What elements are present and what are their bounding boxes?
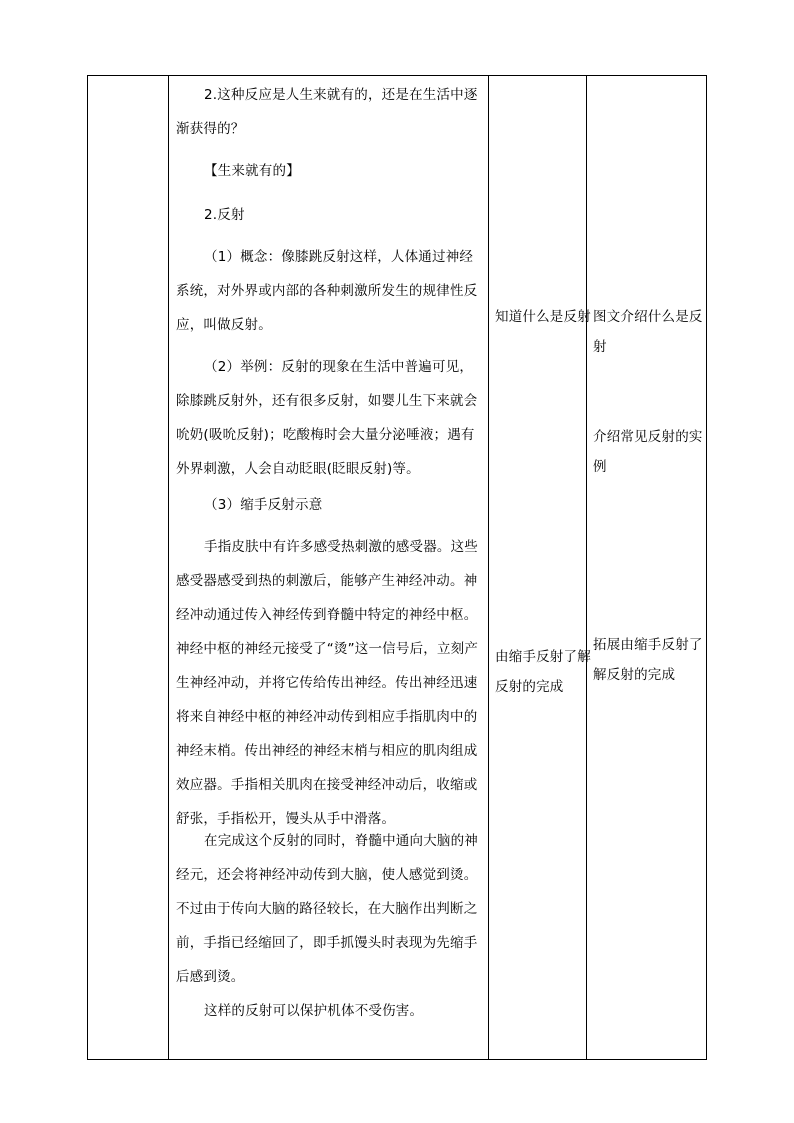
withdraw-paragraph: 手指皮肤中有许多感受热刺激的感受器。这些感受器感受到热的刺激后，能够产生神经冲动。神经冲动通过传入神经传到脊髓中特定的神经中枢。神经中枢的神经元接受了“烫”这一信号后，立刻产生神经冲动，并将它传给传出神经。传出神经迅速将来自神经中枢的神经冲动传到相应手指肌肉中的神经末梢。传出神经的神经末梢与相应的肌肉组成效应器。手指相关肌肉在接受神经冲动后，收缩或舒张，手指松开，馒头从手中滑落。 [176,539,479,827]
design-intent-cell [587,76,707,1059]
design-text: 图文介绍什么是反射 [593,309,703,355]
teaching-content-cell [169,76,489,1059]
design-text: 介绍常见反射的实例 [593,429,703,475]
protect-paragraph: 这样的反射可以保护机体不受伤害。 [204,1003,424,1019]
withdraw-title: （3）缩手反射示意 [204,497,323,513]
goal-text: 知道什么是反射 [495,309,591,325]
answer-text: 【生来就有的】 [204,163,300,179]
design-text: 拓展由缩手反射了解反射的完成 [593,637,703,683]
lesson-table [87,75,707,1060]
examples-paragraph: （2）举例：反射的现象在生活中普遍可见，除膝跳反射外，还有很多反射，如婴儿生下来就会吮奶(吸吮反射)；吃酸梅时会大量分泌唾液；遇有外界刺激，人会自动眨眼(眨眼反射)等。 [176,359,478,477]
section-heading: 2.反射 [204,207,245,223]
question-text: 2.这种反应是人生来就有的，还是在生活中逐渐获得的？ [176,87,478,137]
goal-cell [489,76,591,1059]
goal-text: 由缩手反射了解反射的完成 [495,649,591,695]
concept-paragraph: （1）概念：像膝跳反射这样，人体通过神经系统，对外界或内部的各种刺激所发生的规律性反应，叫做反射。 [176,249,478,333]
brain-paragraph: 在完成这个反射的同时，脊髓中通向大脑的神经元，还会将神经冲动传到大脑，使人感觉到烫。不过由于传向大脑的路径较长，在大脑作出判断之前，手指已经缩回了，即手抓馒头时表现为先缩手后感到烫。 [176,833,478,985]
